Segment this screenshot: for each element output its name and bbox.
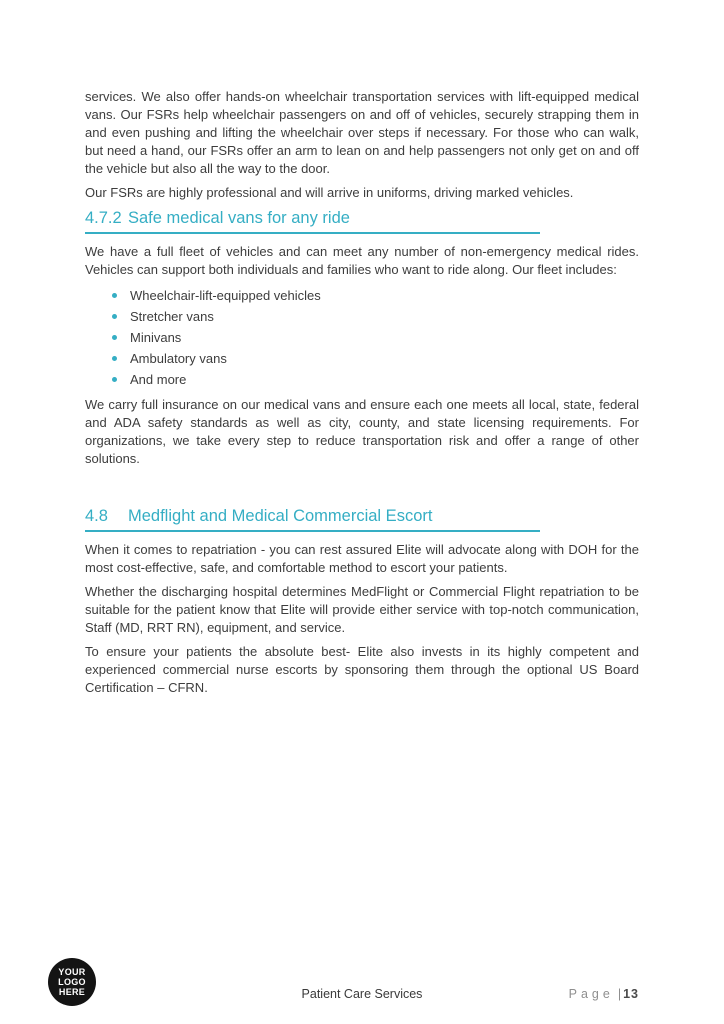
list-item-label: Stretcher vans: [130, 309, 214, 324]
list-item-label: Minivans: [130, 330, 182, 345]
footer-document-title: Patient Care Services: [301, 987, 423, 1001]
list-item: [85, 306, 639, 327]
paragraph-fleet-intro: We have a full fleet of vehicles and can meet any number of non-emergency medical rides. Vehicles can support both individuals and families who want to ride along. Our fleet includes:: [85, 244, 639, 277]
list-item-label: And more: [130, 372, 187, 387]
page-separator: |: [617, 987, 622, 1001]
heading-number: 4.7.2: [85, 209, 122, 227]
bullet-icon: [112, 377, 117, 382]
paragraph-insurance: We carry full insurance on our medical vans and ensure each one meets all local, state, federal and ADA safety standards as well as city, county, and state licensing requirements. For organizations, we take every step to reduce transportation risk and offer a range of other solutions.: [85, 397, 639, 466]
list-item: [85, 369, 639, 390]
heading-title: Medflight and Medical Commercial Escort: [128, 507, 433, 525]
logo-line: YOUR: [58, 967, 86, 977]
list-item-label: Ambulatory vans: [130, 351, 227, 366]
page-label: Page: [568, 987, 614, 1001]
section-spacer: [85, 474, 639, 502]
list-item: [85, 285, 639, 306]
bullet-icon: [112, 356, 117, 361]
bullet-icon: [112, 293, 117, 298]
paragraph-fsrs-professional: Our FSRs are highly professional and will arrive in uniforms, driving marked vehicles.: [85, 185, 574, 200]
section-heading-4-7-2: [85, 208, 540, 234]
page-number: [569, 987, 639, 1001]
logo-line: HERE: [58, 987, 86, 997]
section-heading-4-8: [85, 506, 540, 532]
logo-line: LOGO: [58, 977, 86, 987]
bullet-icon: [112, 335, 117, 340]
list-item-label: Wheelchair-lift-equipped vehicles: [130, 288, 321, 303]
list-item: [85, 327, 639, 348]
paragraph-repatriation: When it comes to repatriation - you can rest assured Elite will advocate along with DOH for the most cost-effective, safe, and comfortable method to escort your patients.: [85, 542, 639, 575]
page-number-value: 13: [623, 987, 639, 1001]
paragraph-services: services. We also offer hands-on wheelchair transportation services with lift-equipped medical vans. Our FSRs help wheelchair passengers on and off of vehicles, securely strapping them in and even pushing and lifting the wheelchair over steps if necessary. For those who can walk, but need a hand, our FSRs offer an arm to lean on and help passengers not only get on and off the vehicle but also all the way to the door.: [85, 89, 639, 176]
list-item: [85, 348, 639, 369]
page-content: [85, 88, 639, 703]
paragraph-cfrn: To ensure your patients the absolute best- Elite also invests in its highly competent and experienced commercial nurse escorts by sponsoring them through the optional US Board Certification – CFRN.: [85, 644, 639, 695]
bullet-icon: [112, 314, 117, 319]
heading-number: 4.8: [85, 507, 108, 525]
paragraph-medflight: Whether the discharging hospital determines MedFlight or Commercial Flight repatriation to be suitable for the patient know that Elite will provide either service with top-notch communication, Staff (MD, RRT RN), equipment, and service.: [85, 584, 639, 635]
heading-title: Safe medical vans for any ride: [128, 209, 350, 227]
fleet-list: [85, 285, 639, 390]
